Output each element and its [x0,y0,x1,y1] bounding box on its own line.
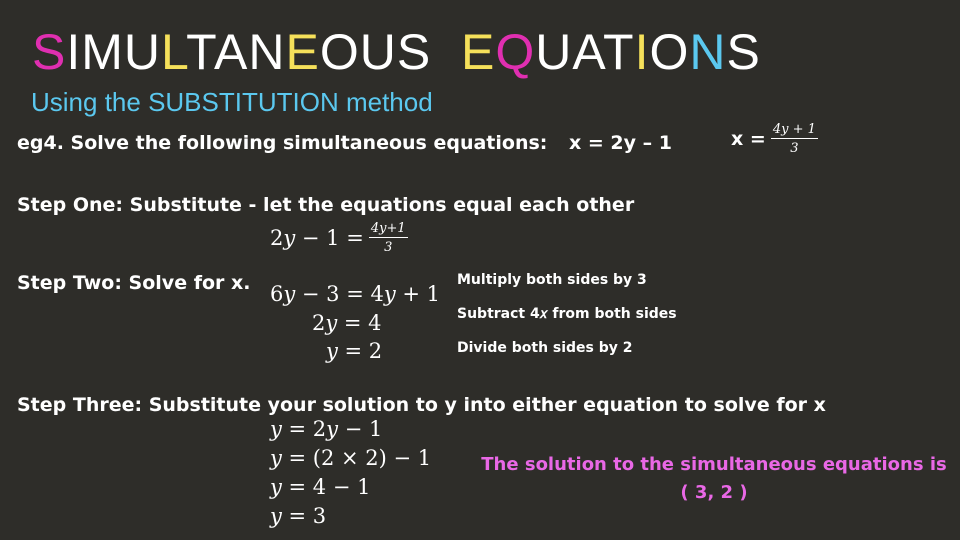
step-one-denominator: 3 [384,240,393,255]
title-letter: U [535,24,573,80]
solution-pair: ( 3, 2 ) [680,482,748,503]
title-letter: O [649,24,690,80]
step-two-label: Step Two: Solve for x. [17,272,251,294]
page-title [32,22,761,82]
title-letter: N [689,24,727,80]
title-letter: I [634,24,650,80]
title-letter: A [572,24,604,80]
step-one-numerator: 4𝑦+1 [370,221,406,236]
step-one-label: Step One: Substitute - let the equations equal each other [17,194,635,216]
title-letter: Q [495,24,536,80]
page-subtitle: Using the SUBSTITUTION method [31,87,433,117]
title-letter: I [66,24,82,80]
step-three-line-4: 𝑦 = 3 [270,504,327,528]
title-letter: S [396,24,432,80]
step-two-line-3: 𝑦 = 2 [326,339,383,363]
title-letter: U [359,24,397,80]
title-letter: M [81,24,124,80]
title-letter: E [285,24,320,80]
title-letter: L [161,24,187,80]
title-letter [431,24,446,80]
conclusion-text: The solution to the simultaneous equations is [481,454,947,475]
equation-two-fraction [771,122,818,156]
equation-two-denominator: 3 [790,141,799,156]
conclusion [470,451,958,507]
step-one-fraction [369,221,408,255]
step-two-note-2: Subtract 4𝑥 from both sides [457,306,677,322]
step-three-line-1: 𝑦 = 2𝑦 − 1 [270,417,383,441]
equation-one: x = 2y – 1 [569,132,672,154]
title-letter: T [186,24,214,80]
title-letter: T [603,24,635,80]
step-three-line-2: 𝑦 = (2 × 2) − 1 [270,446,432,470]
example-prompt: eg4. Solve the following simultaneous equations: [17,132,548,154]
step-three-label: Step Three: Substitute your solution to y into either equation to solve for x [17,394,826,416]
title-letter [446,24,461,80]
step-one-equation [270,221,408,255]
step-two-note-1: Multiply both sides by 3 [457,272,647,288]
step-two-line-2: 2𝑦 = 4 [312,311,382,335]
equation-two [731,122,818,156]
equation-two-lhs: x = [731,128,766,150]
equation-two-numerator: 4𝑦 + 1 [772,122,816,137]
title-letter: O [319,24,360,80]
step-three-line-3: 𝑦 = 4 − 1 [270,475,371,499]
step-two-note-3: Divide both sides by 2 [457,340,633,356]
step-one-lhs: 2𝑦 − 1 = [270,226,364,250]
title-letter: U [123,24,162,80]
title-letter: E [461,24,496,80]
title-letter: A [213,24,249,80]
step-two-line-1: 6𝑦 − 3 = 4𝑦 + 1 [270,282,441,306]
title-letter: S [32,24,67,80]
title-letter: N [248,24,286,80]
title-letter: S [726,24,761,80]
